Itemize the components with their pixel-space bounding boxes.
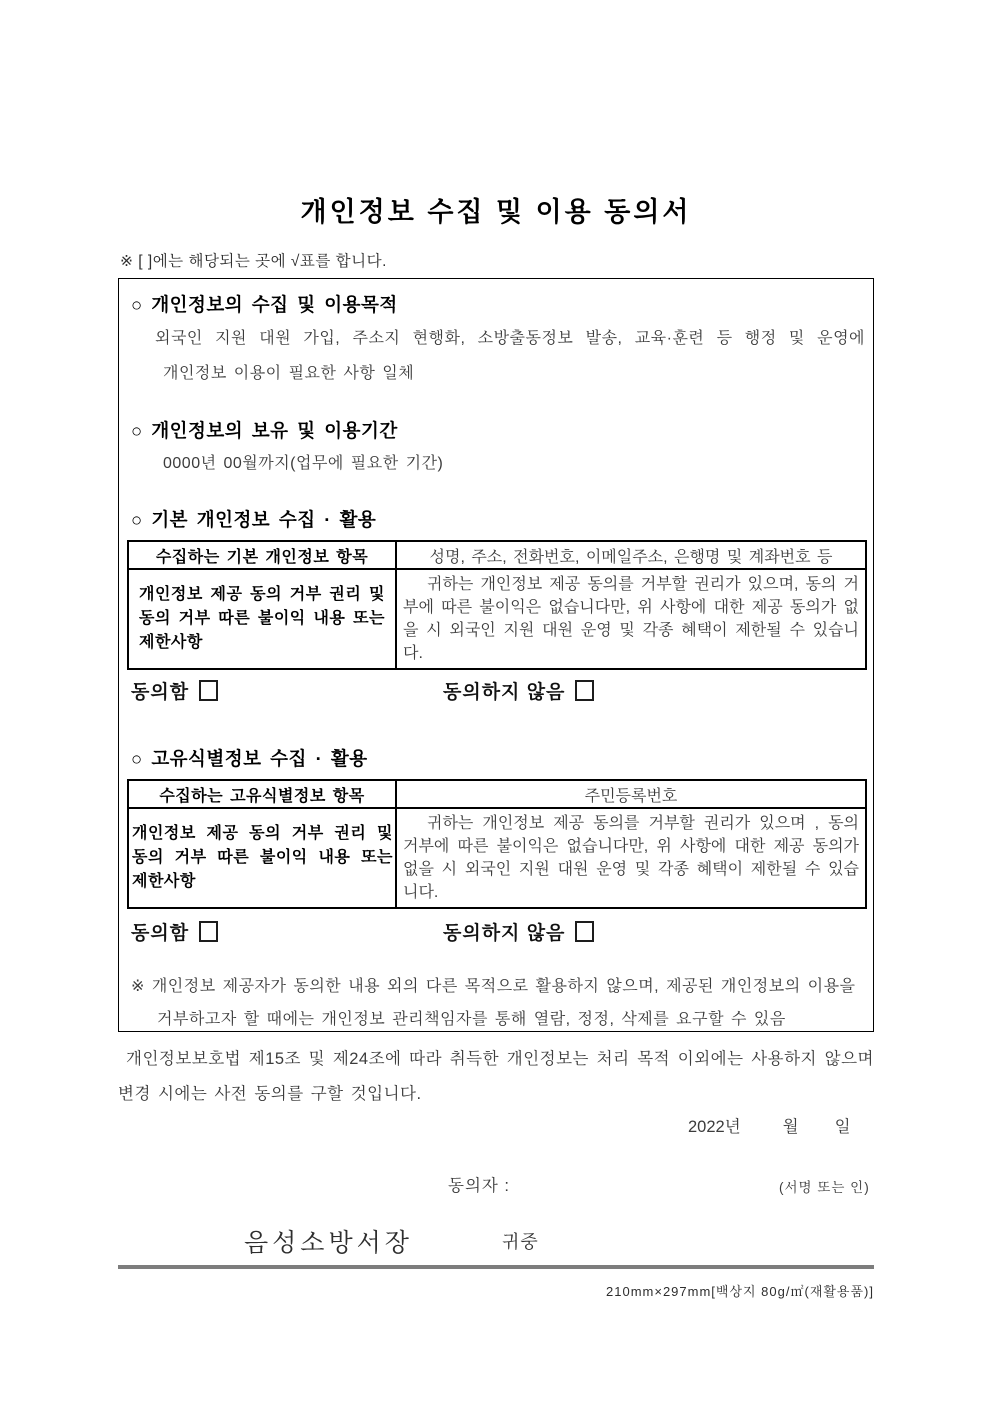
date-year: 2022년: [688, 1118, 741, 1136]
consent-form-box: [118, 278, 874, 1032]
unique-disagree-option: [443, 918, 594, 945]
unique-item-value: 주민등록번호: [396, 780, 866, 808]
basic-item-value: 성명, 주소, 전화번호, 이메일주소, 은행명 및 계좌번호 등: [396, 541, 866, 569]
unique-refusal-rights-text: 귀하는 개인정보 제공 동의를 거부할 권리가 있으며 , 동의 거부에 따른 불이익은 없습니다만, 위 사항에 대한 제공 동의가 없을 시 외국인 지원 대원 운영 및 각종 혜택이 제한될 수 있습니다.: [396, 808, 866, 908]
recipient-name: 음성소방서장: [244, 1229, 413, 1257]
unique-agree-label: 동의함: [131, 923, 190, 944]
page-title: 개인정보 수집 및 이용 동의서: [300, 197, 692, 227]
basic-refusal-rights-text: 귀하는 개인정보 제공 동의를 거부할 권리가 있으며, 동의 거부에 따른 불이익은 없습니다만, 위 사항에 대한 제공 동의가 없을 시 외국인 지원 대원 운영 및 각종 혜택이 제한될 수 있습니다.: [396, 569, 866, 669]
unique-consent-row: [131, 918, 851, 942]
basic-item-header: 수집하는 기본 개인정보 항목: [128, 541, 396, 569]
basic-agree-checkbox[interactable]: [199, 680, 218, 701]
recipient-suffix: 귀중: [502, 1232, 539, 1252]
unique-refusal-rights-label: 개인정보 제공 동의 거부 권리 및 동의 거부 따른 불이익 내용 또는 제한사항: [128, 808, 396, 908]
instruction-note: ※ [ ]에는 해당되는 곳에 √표를 합니다.: [120, 253, 387, 270]
basic-refusal-rights-label: 개인정보 제공 동의 거부 권리 및 동의 거부 따른 불이익 내용 또는 제한사항: [128, 569, 396, 669]
section-unique-info-heading: ○ 고유식별정보 수집 · 활용: [131, 748, 368, 769]
unique-item-header: 수집하는 고유식별정보 항목: [128, 780, 396, 808]
date-day: 일: [834, 1118, 851, 1136]
consenter-label: 동의자 :: [448, 1177, 510, 1195]
basic-agree-option: [131, 682, 218, 703]
date-month: 월: [782, 1118, 799, 1136]
unique-agree-checkbox[interactable]: [199, 921, 218, 942]
basic-info-table: [127, 540, 867, 670]
basic-disagree-option: [443, 677, 594, 704]
retention-period: 0000년 00월까지(업무에 필요한 기간): [163, 455, 444, 472]
signature-note: (서명 또는 인): [779, 1180, 870, 1195]
usage-restriction-note-line-1: ※ 개인정보 제공자가 동의한 내용 외의 다른 목적으로 활용하지 않으며, 제공된 개인정보의 이용을: [131, 978, 856, 995]
basic-disagree-label: 동의하지 않음: [443, 682, 566, 703]
section-retention-heading: ○ 개인정보의 보유 및 이용기간: [131, 420, 398, 441]
basic-consent-row: [131, 677, 851, 701]
basic-disagree-checkbox[interactable]: [575, 680, 594, 701]
section-basic-info-heading: ○ 기본 개인정보 수집 · 활용: [131, 509, 377, 530]
unique-info-table: [127, 779, 867, 909]
section-purpose-heading: ○ 개인정보의 수집 및 이용목적: [131, 294, 398, 315]
paper-spec-footer: 210mm×297mm[백상지 80g/㎡(재활용품)]: [606, 1284, 874, 1299]
usage-restriction-note-line-2: 거부하고자 할 때에는 개인정보 관리책임자를 통해 열람, 정정, 삭제를 요구할 수 있음: [157, 1011, 786, 1028]
purpose-line-2: 개인정보 이용이 필요한 사항 일체: [163, 365, 415, 382]
unique-agree-option: [131, 923, 218, 944]
unique-disagree-label: 동의하지 않음: [443, 923, 566, 944]
divider-rule: [118, 1265, 874, 1269]
basic-agree-label: 동의함: [131, 682, 190, 703]
purpose-line-1: 외국인 지원 대원 가입, 주소지 현행화, 소방출동정보 발송, 교육·훈련 등 행정 및 운영에: [155, 330, 865, 347]
unique-disagree-checkbox[interactable]: [575, 921, 594, 942]
date-line: [688, 1113, 851, 1137]
law-statement: 개인정보보호법 제15조 및 제24조에 따라 취득한 개인정보는 처리 목적 이외에는 사용하지 않으며 변경 시에는 사전 동의를 구할 것입니다.: [118, 1050, 874, 1103]
